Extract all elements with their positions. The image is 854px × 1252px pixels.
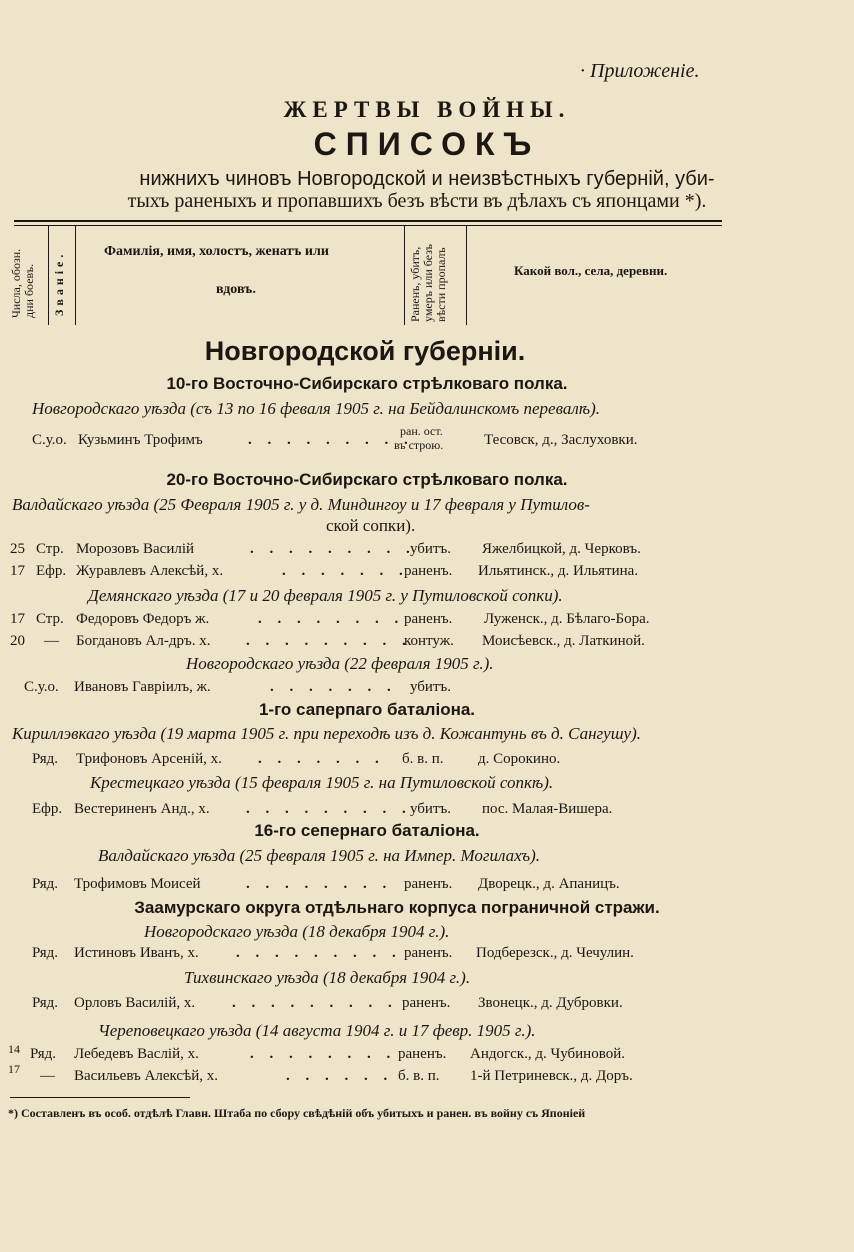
subtitle-line-2: тыхъ раненыхъ и пропавшихъ безъ вѣсти въ дѣлахъ съ японцами *). bbox=[127, 190, 707, 212]
unit-heading: 10-го Восточно-Сибирскаго стрѣлковаго полка. bbox=[166, 374, 568, 393]
district-heading bbox=[12, 724, 641, 744]
district-heading bbox=[90, 773, 553, 793]
entry-leader-dots: . . . . . . . . bbox=[258, 611, 405, 627]
entry-row bbox=[0, 679, 854, 701]
district-heading-continued: ской сопки). bbox=[326, 516, 416, 535]
entry-row bbox=[0, 751, 854, 773]
entry-row bbox=[0, 1042, 854, 1068]
col-divider-4 bbox=[466, 225, 467, 325]
col-header-status-2: умеръ или безъ bbox=[421, 244, 435, 322]
entry-leader-dots: . . . . . . . bbox=[258, 751, 385, 767]
entry-place: пос. Малая-Вишера. bbox=[482, 801, 613, 817]
district-text: Кириллэвкаго уѣзда (19 марта 1905 г. при переходѣ изъ д. Кожантунь въ д. Сангушу). bbox=[12, 724, 641, 743]
entry-row bbox=[0, 945, 854, 967]
entry-place: Звонецк., д. Дубровки. bbox=[478, 995, 623, 1011]
header-rule-top bbox=[14, 220, 722, 222]
col-header-village: Какой вол., села, деревни. bbox=[514, 263, 668, 278]
entry-leader-dots: . . . . . . bbox=[286, 1068, 394, 1084]
entry-leader-dots: . . . . . . . . . bbox=[236, 945, 402, 961]
district-text: Валдайскаго уѣзда (25 Февраля 1905 г. у д. Миндингоу и 17 февраля у Путилов- bbox=[12, 495, 590, 514]
col-header-rank: Званiе. bbox=[52, 250, 66, 316]
district-text: Демянскаго уѣзда (17 и 20 февраля 1905 г. у Путиловской сопки). bbox=[88, 586, 563, 605]
entry-date: 25 bbox=[10, 541, 25, 557]
district-heading bbox=[144, 922, 449, 942]
entry-row bbox=[0, 424, 854, 454]
district-text: Череповецкаго уѣзда (14 августа 1904 г. и 17 февр. 1905 г.). bbox=[98, 1021, 536, 1040]
entry-leader-dots: . . . . . . . . . bbox=[246, 633, 412, 649]
district-heading bbox=[184, 968, 470, 988]
entry-row bbox=[0, 541, 854, 563]
entry-rank: Ефр. bbox=[32, 801, 63, 817]
district-heading bbox=[12, 495, 590, 515]
col-header-dates-1: Числа, обозн. bbox=[9, 248, 23, 318]
col-divider-3 bbox=[404, 225, 405, 325]
entry-place: Луженск., д. Бѣлаго-Бора. bbox=[484, 611, 650, 627]
entry-name: Лебедевъ Васлiй, х. bbox=[74, 1046, 199, 1062]
entry-rank: Ряд. bbox=[32, 876, 59, 892]
entry-leader-dots: . . . . . . . . bbox=[250, 1046, 397, 1062]
entry-status: раненъ. bbox=[404, 611, 453, 627]
entry-status: убитъ. bbox=[410, 541, 452, 557]
entry-status: раненъ. bbox=[398, 1046, 447, 1062]
entry-place: Дворецк., д. Апаницъ. bbox=[478, 876, 620, 892]
entry-status: б. в. п. bbox=[402, 751, 444, 767]
entry-rank: — bbox=[40, 1068, 55, 1084]
entry-date: 17 bbox=[10, 563, 25, 579]
entry-name: Морозовъ Василiй bbox=[76, 541, 195, 557]
unit-heading: 20-го Восточно-Сибирскаго стрѣлковаго полка. bbox=[166, 470, 568, 489]
entry-name: Истиновъ Иванъ, х. bbox=[74, 945, 199, 961]
col-header-status-3: вѣсти пропалъ bbox=[434, 247, 448, 322]
entry-place: д. Сорокино. bbox=[478, 751, 561, 767]
section-title: Новгородской губернiи. bbox=[204, 336, 526, 366]
entry-date: 17 bbox=[10, 611, 25, 627]
district-text: Новгородскаго уѣзда (18 декабря 1904 г.). bbox=[144, 922, 450, 941]
entry-leader-dots: . . . . . . . . bbox=[246, 876, 393, 892]
district-text: Валдайскаго уѣзда (25 февраля 1905 г. на Импер. Могилахъ). bbox=[98, 846, 541, 865]
district-text: Крестецкаго уѣзда (15 февраля 1905 г. на Путиловской сопкѣ). bbox=[90, 773, 554, 792]
appendix-text: Приложенiе. bbox=[590, 60, 700, 82]
entry-date: 17 bbox=[8, 1062, 20, 1076]
entry-leader-dots: . . . . . . . . . bbox=[248, 432, 414, 448]
entry-leader-dots: . . . . . . . . . bbox=[250, 541, 416, 557]
entry-status: раненъ. bbox=[404, 563, 453, 579]
entry-name: Журавлевъ Алексѣй, х. bbox=[76, 563, 224, 579]
entry-place: Подберезск., д. Чечулин. bbox=[476, 945, 634, 961]
entry-place: Моисѣевск., д. Латкиной. bbox=[482, 633, 645, 649]
col-divider-1 bbox=[48, 225, 49, 325]
subtitle-line-1: нижнихъ чиновъ Новгородской и неизвѣстныхъ губернiй, уби- bbox=[139, 168, 715, 190]
district-heading bbox=[98, 846, 540, 866]
entry-place: Яжелбицкой, д. Черковъ. bbox=[482, 541, 641, 557]
district-text: Тихвинскаго уѣзда (18 декабря 1904 г.). bbox=[184, 968, 471, 987]
unit-heading: Заамурскаго округа отдѣльнаго корпуса пограничной стражи. bbox=[134, 898, 660, 917]
col-header-name-2: вдовъ. bbox=[216, 282, 256, 297]
entry-place: 1-й Петриневск., д. Доръ. bbox=[470, 1068, 633, 1084]
entry-status: убитъ. bbox=[410, 679, 452, 695]
entry-status: раненъ. bbox=[404, 876, 453, 892]
entry-rank: — bbox=[44, 633, 59, 649]
entry-name: Васильевъ Алексѣй, х. bbox=[74, 1068, 219, 1084]
district-heading bbox=[88, 586, 563, 606]
entry-rank: Ряд. bbox=[32, 945, 59, 961]
entry-name: Кузьминъ Трофимъ bbox=[78, 432, 203, 448]
unit-heading: 16-го сепернаго баталiона. bbox=[254, 821, 480, 840]
entry-leader-dots: . . . . . . . . . bbox=[246, 801, 412, 817]
col-header-name-1: Фамилiя, имя, холостъ, женатъ или bbox=[104, 244, 329, 259]
entry-rank: Ряд. bbox=[30, 1046, 57, 1062]
district-heading bbox=[98, 1021, 536, 1041]
entry-status: контуж. bbox=[404, 633, 454, 649]
entry-row bbox=[0, 611, 854, 633]
entry-name: Орловъ Василiй, х. bbox=[74, 995, 196, 1011]
entry-place: Андогск., д. Чубиновой. bbox=[470, 1046, 625, 1062]
appendix-label: · Приложенiе. bbox=[580, 60, 700, 82]
entry-name: Богдановъ Ал-дръ. х. bbox=[76, 633, 211, 649]
col-header-dates-2: дни боевъ. bbox=[22, 263, 36, 318]
entry-row bbox=[0, 563, 854, 585]
entry-date: 20 bbox=[10, 633, 25, 649]
entry-date: 14 bbox=[8, 1042, 20, 1056]
entry-rank: Стр. bbox=[36, 541, 64, 557]
col-header-status bbox=[409, 244, 448, 322]
entry-rank: Стр. bbox=[36, 611, 64, 627]
entry-row bbox=[0, 633, 854, 655]
entry-name: Трифоновъ Арсенiй, х. bbox=[76, 751, 222, 767]
col-header-dates bbox=[10, 249, 36, 318]
entry-rank: Ряд. bbox=[32, 995, 59, 1011]
entry-rank: Ряд. bbox=[32, 751, 59, 767]
col-header-status-1: Раненъ, убитъ, bbox=[408, 246, 422, 322]
title-list: СПИСОКЪ bbox=[313, 126, 541, 162]
entry-leader-dots: . . . . . . . . . bbox=[232, 995, 398, 1011]
entry-place: Ильятинск., д. Ильятина. bbox=[478, 563, 639, 579]
header-rule-top-thin bbox=[14, 225, 722, 226]
entry-row bbox=[0, 995, 854, 1017]
entry-place: Тесовск, д., Заслуховки. bbox=[484, 432, 638, 448]
entry-status: раненъ. bbox=[404, 945, 453, 961]
footnote: *) Составленъ въ особ. отдѣлѣ Главн. Штаба по сбору свѣдѣнiй объ убитыхъ и ранен. въ войну съ Японiей bbox=[8, 1106, 586, 1120]
entry-status-line-2: въ строю. bbox=[394, 438, 444, 452]
entry-row bbox=[0, 876, 854, 898]
entry-name: Трофимовъ Моисей bbox=[74, 876, 201, 892]
col-divider-2 bbox=[75, 225, 76, 325]
district-text: Новгородскаго уѣзда (съ 13 по 16 феваля 1905 г. на Бейдалинскомъ перевалѣ). bbox=[32, 399, 601, 418]
entry-leader-dots: . . . . . . . bbox=[270, 679, 397, 695]
entry-rank: Ефр. bbox=[36, 563, 67, 579]
footnote-rule bbox=[10, 1097, 190, 1098]
entry-status: б. в. п. bbox=[398, 1068, 440, 1084]
entry-name: Ивановъ Гаврiилъ, ж. bbox=[74, 679, 211, 695]
entry-name: Федоровъ Федоръ ж. bbox=[76, 611, 210, 627]
unit-heading: 1-го саперпаго баталiона. bbox=[258, 700, 476, 719]
entry-row bbox=[0, 1062, 854, 1090]
district-text: Новгородскаго уѣзда (22 февраля 1905 г.). bbox=[186, 654, 494, 673]
district-heading bbox=[186, 654, 494, 674]
entry-leader-dots: . . . . . . . bbox=[282, 563, 409, 579]
district-heading bbox=[32, 399, 600, 419]
entry-rank: С.у.о. bbox=[24, 679, 59, 695]
entry-name: Вестериненъ Анд., х. bbox=[74, 801, 210, 817]
entry-status: раненъ. bbox=[402, 995, 451, 1011]
entry-rank: С.у.о. bbox=[32, 432, 67, 448]
entry-status: убитъ. bbox=[410, 801, 452, 817]
title-war-victims: ЖЕРТВЫ ВОЙНЫ. bbox=[283, 97, 571, 122]
entry-row bbox=[0, 801, 854, 823]
entry-status-line-1: ран. ост. bbox=[400, 424, 443, 438]
